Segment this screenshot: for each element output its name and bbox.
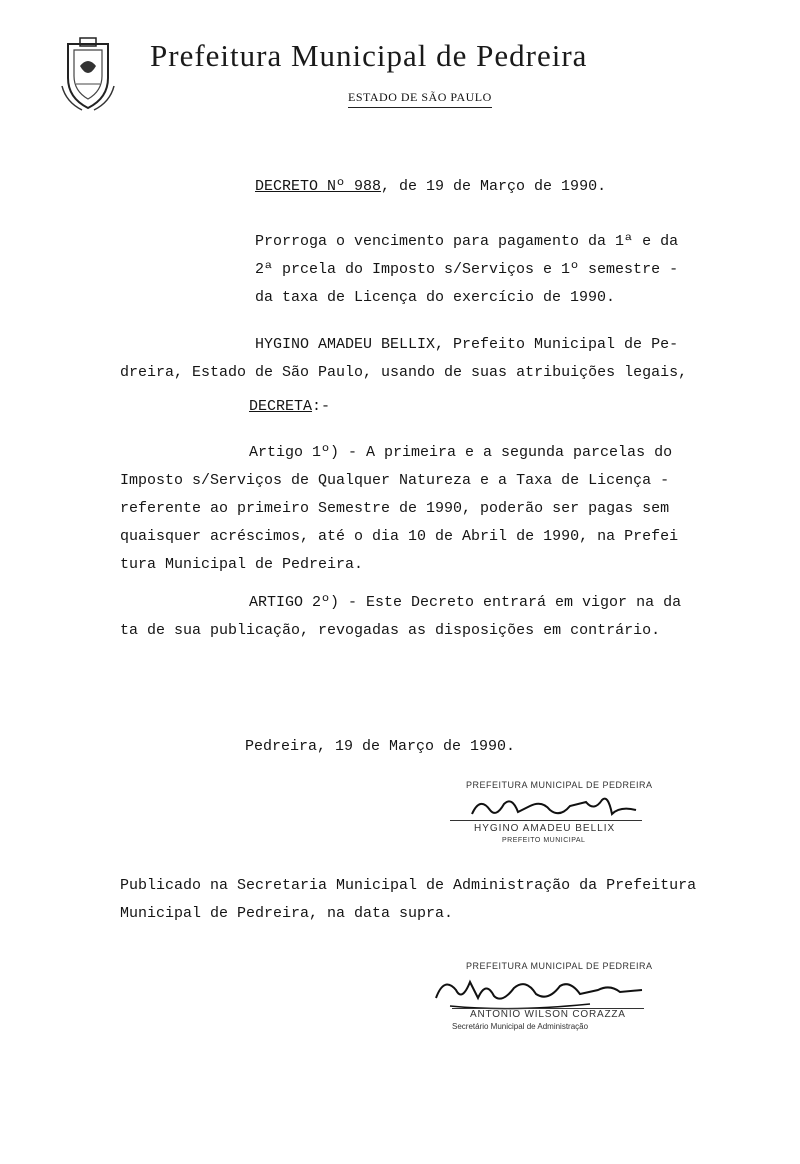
article-line: ta de sua publicação, revogadas as disposições em contrário. bbox=[120, 622, 661, 639]
article-line: Artigo 1º) - A primeira e a segunda parcelas do bbox=[249, 444, 673, 461]
article-line: quaisquer acréscimos, até o dia 10 de Abril de 1990, na Prefei bbox=[120, 528, 679, 545]
decree-number: DECRETO Nº 988 bbox=[255, 178, 382, 195]
decree-heading bbox=[255, 178, 606, 195]
signer-role: Secretário Municipal de Administração bbox=[452, 1022, 589, 1031]
summary-line: Prorroga o vencimento para pagamento da 1ª e da bbox=[255, 233, 679, 250]
signer-name: HYGINO AMADEU BELLIX bbox=[474, 823, 616, 834]
letterhead-subtitle: ESTADO DE SÃO PAULO bbox=[348, 90, 492, 108]
signer-role: PREFEITO MUNICIPAL bbox=[502, 837, 586, 844]
stamp-header: PREFEITURA MUNICIPAL DE PEDREIRA bbox=[466, 961, 653, 971]
handwritten-signature-icon bbox=[430, 968, 660, 1012]
municipal-coat-of-arms-icon bbox=[58, 36, 118, 116]
article-line: tura Municipal de Pedreira. bbox=[120, 556, 364, 573]
stamp-header: PREFEITURA MUNICIPAL DE PEDREIRA bbox=[466, 780, 653, 790]
summary-line: da taxa de Licença do exercício de 1990. bbox=[255, 289, 616, 306]
article-line: ARTIGO 2º) - Este Decreto entrará em vigor na da bbox=[249, 594, 682, 611]
decree-date: , de 19 de Março de 1990. bbox=[381, 178, 607, 195]
signer-name: ANTONIO WILSON CORAZZA bbox=[470, 1009, 626, 1020]
publication-line: Publicado na Secretaria Municipal de Administração da Prefeitura bbox=[120, 877, 697, 894]
publication-line: Municipal de Pedreira, na data supra. bbox=[120, 905, 454, 922]
place-date: Pedreira, 19 de Março de 1990. bbox=[245, 738, 516, 755]
letterhead-title: Prefeitura Municipal de Pedreira bbox=[150, 38, 588, 73]
preamble-line: dreira, Estado de São Paulo, usando de suas atribuições legais, bbox=[120, 364, 688, 381]
signature-line bbox=[450, 820, 642, 821]
decreta-label: DECRETA:- bbox=[249, 398, 331, 415]
summary-line: 2ª prcela do Imposto s/Serviços e 1º semestre - bbox=[255, 261, 679, 278]
preamble-line: HYGINO AMADEU BELLIX, Prefeito Municipal de Pe- bbox=[255, 336, 679, 353]
article-line: referente ao primeiro Semestre de 1990, poderão ser pagas sem bbox=[120, 500, 670, 517]
article-line: Imposto s/Serviços de Qualquer Natureza e a Taxa de Licença - bbox=[120, 472, 670, 489]
